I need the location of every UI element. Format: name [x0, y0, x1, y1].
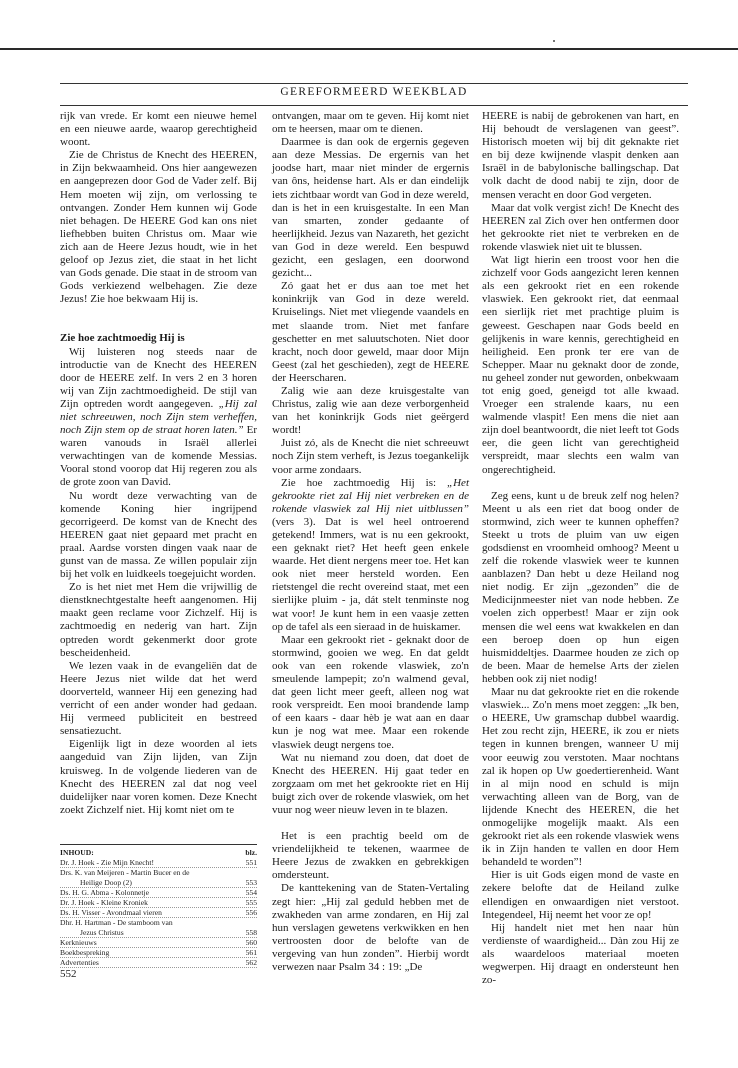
- paragraph: Hier is uit Gods eigen mond de vaste en zekere belofte dat de Heiland zulke ellendigen en onwaardigen niet verstoot. Integendeel, Hij neemt het voor ze op!: [482, 869, 679, 921]
- paragraph: ontvangen, maar om te geven. Hij komt niet om te heersen, maar om te dienen.: [272, 110, 469, 136]
- header-rule-bottom: [60, 105, 688, 106]
- column-3: [482, 110, 679, 987]
- paragraph: Juist zó, als de Knecht die niet schreeuwt noch Zijn stem verheft, is Jezus toegankelijk voor arme zondaars.: [272, 437, 469, 476]
- paragraph: Nu wordt deze verwachting van de komende Koning hier ingrijpend gecorrigeerd. De komst van de Knecht des HEEREN gaat niet gepaard met pracht en praal. Aardse vorsten dingen vaak naar de gunst van de massa. Ze willen populair zijn bij het volk en luidkeels toegejuicht worden.: [60, 489, 257, 581]
- header-rule-top: [60, 83, 688, 84]
- paragraph: Eigenlijk ligt in deze woorden al iets aangeduid van Zijn lijden, van Zijn kruisweg. In de volgende liederen van de Knecht des HEEREN zal dat nog veel duidelijker naar voren komen. Deze Knecht zoekt Zichzelf niet. Hij komt niet om te: [60, 738, 257, 816]
- paragraph: Zie hoe zachtmoedig Hij is: „Het gekrookte riet zal Hij niet verbreken en de rokende vlaswiek zal Hij niet uitblussen” (vers 3). Dat is wel heel ontroerend getekend! Immers, wat is nu een gekrookt, een geknakt riet? Het heeft geen enkele waarde. Het dient nergens meer toe. Het kan ook niet meer hersteld worden. Een rietstengel die recht overeind staat, met een sierlijke pluim - ja, dát stelt tenminste nog wat voor! Je kunt hem in een vaasje zetten op de tafel als een sieraad in de huiskamer.: [272, 476, 469, 633]
- toc-title: INHOUD:: [60, 848, 94, 857]
- toc-item: Kerknieuws 560: [60, 937, 257, 947]
- paragraph: Wij luisteren nog steeds naar de introductie van de Knecht des HEEREN door de HEERE zelf. In vers 2 en 3 horen wij van Zijn zachtmoedigheid. De stijl van Zijn optreden wordt aangegeven. „Hij zal niet schreeuwen, noch Zijn stem verheffen, noch Zijn stem op de straat horen laten.” Er waren vanouds in Israël allerlei verwachtingen van de komende Messias. Vooral stond voorop dat Hij regeren zou als de grote zoon van David.: [60, 345, 258, 489]
- column-2: [272, 110, 469, 974]
- scan-mark: [553, 40, 555, 42]
- running-head: GEREFORMEERD WEEKBLAD: [280, 86, 468, 98]
- paragraph: De kanttekening van de Staten-Vertaling zegt hier: „Hij zal geduld hebben met de zwakheden van arme zondaren, en Hij zal hun verslagen gewetens verkwikken en hen vertroosten door de belofte van de vergeving van hun zonden”. Hierbij wordt verwezen naar Psalm 34 : 19: „De: [272, 882, 469, 973]
- toc-page-label: blz.: [245, 848, 257, 857]
- toc-item: Ds. H. Visser - Avondmaal vieren 556: [60, 908, 257, 918]
- paragraph: Zó gaat het er dus aan toe met het koninkrijk van God in deze wereld. Kruiselings. Niet met vliegende vaandels en met slaande trom. Niet met fanfare geschetter en met saluutschoten. Niet door kracht, noch door geweld, maar door Mijn Geest (zal het geschieden), zegt de HEERE der Heerscharen.: [272, 280, 469, 384]
- paragraph: rijk van vrede. Er komt een nieuwe hemel en een nieuwe aarde, waarop gerechtigheid woont.: [60, 110, 257, 149]
- toc-item: Ds. H. G. Abma - Kolonnetje 554: [60, 887, 257, 897]
- paragraph: Het is een prachtig beeld om de vriendelijkheid te tekenen, waarmee de Heere Jezus de zwakken en gebrekkigen omdersteunt.: [272, 830, 469, 882]
- toc-item: Boekbespreking 561: [60, 948, 257, 958]
- paragraph: Zalig wie aan deze kruisgestalte van Christus, zalig wie aan deze verborgenheid van het koninkrijk Gods niet geërgerd wordt!: [272, 384, 469, 437]
- page-number: 552: [60, 968, 77, 980]
- table-of-contents: [60, 844, 257, 968]
- quotation: „Het gekrookte riet zal Hij niet verbreken en de rokende vlaswiek zal Hij niet uitblussen”: [272, 476, 469, 515]
- section-heading: Zie hoe zachtmoedig Hij is: [60, 332, 185, 345]
- toc-item: Dr. J. Hoek - Zie Mijn Knecht! 551: [60, 858, 257, 868]
- paragraph: We lezen vaak in de evangeliën dat de Heere Jezus niet wilde dat het werd doorverteld, wanneer Hij een genezing had verricht of een ander wonder had gedaan. Hij vermeed publiciteit en bestreed sensatiezucht.: [60, 659, 257, 738]
- paragraph: Zo is het niet met Hem die vrijwillig de dienstknechtgestalte heeft aangenomen. Hij maakt geen reclame voor Zichzelf. Hij is zachtmoedig en nederig van hart. Zijn optreden wordt gekenmerkt door grote bescheidenheid.: [60, 581, 257, 659]
- toc-item: Dhr. H. Hartman - De stamboom van: [60, 918, 173, 928]
- quotation: „Hij zal niet schreeuwen, noch Zijn stem verheffen, noch Zijn stem op de straat horen laten.”: [60, 397, 258, 437]
- paragraph: Wat ligt hierin een troost voor hen die zichzelf voor Gods aangezicht leren kennen als een gekrookt riet en een rokende vlaswiek. Een gekrookt riet, dat eenmaal een sierlijk riet met prachtige pluim is geweest. Geschapen naar Gods beeld en gelijkenis in ware kennis, gerechtigheid en heiligheid. Een pronk ter ere van de Schepper. Maar nu geknakt door de zonde, nu geheel zonder nut geworden, onbekwaam tot enig goed, geneigd tot alle kwaad. Vroeger een stralende kaars, nu een walmende vlaspit! Een mens die niet aan zijn doel beantwoordt, die niet leeft tot Gods eer, die geen licht van gerechtigheid verspreidt, maar slechts een walm van ongerechtigheid.: [482, 254, 679, 476]
- toc-item-continued: Heilige Doop (2) 553: [60, 878, 257, 888]
- paragraph: Hij handelt niet met hen naar hùn verdienste of waardigheid... Dàn zou Hij ze als waardeloos materiaal moeten wegwerpen. Hij draagt en ondersteunt hen zo-: [482, 921, 679, 987]
- paragraph: Zie de Christus de Knecht des HEEREN, in Zijn bekwaamheid. Ons hier aangewezen en aangeprezen door God de Vader zelf. Bij Hem moeten wij zijn, om verlossing te ontvangen. Zonder Hem kunnen wij Gode niet behagen. De HEERE God kan ons niet liefhebben buiten Christus om. Maar wie zich aan de Heere Jezus houdt, wie in het geloof op Jezus ziet, die staat in het licht van Gods genade. Die staat in de stroom van Gods verkiezend welbehagen. Zie deze Jezus! Zie hoe bekwaam Hij is.: [60, 149, 257, 306]
- paragraph: Zeg eens, kunt u de breuk zelf nog helen? Meent u als een riet dat boog onder de stormwind, zich weer te kunnen opheffen? Steekt u trots de pluim van uw eigen godsdienst en vroomheid omhoog? Meent u zelf die rokende vlaswiek weer te kunnen aanblazen? Dan hebt u deze Heiland nog niet nodig. Er zijn „gezonden” die de Medicijnmeester niet van node hebben. Ze voelen zich opperbest! Maar er zijn ook mensen die wel eens wat kwakkelen en dan een beroep doen op hun eigen huismiddeltjes. Daarmee houden ze zich op de been. Maar de hemelse Arts der zielen hebben ook zij niet nodig!: [482, 489, 679, 685]
- column-1: [60, 110, 257, 817]
- paragraph: HEERE is nabij de gebrokenen van hart, en Hij behoudt de verslagenen van geest”. Historisch moeten wij bij dit geknakte riet en bij deze kwijnende vlaspit denken aan Israël in de babylonische ballingschap. Dat volk dacht de dood nabij te zijn, door de mensen veracht en door God vergeten.: [482, 110, 679, 201]
- paragraph: Maar dat volk vergist zich! De Knecht des HEEREN zal Zich over hen ontfermen door het gekrookte riet niet te verbreken en de rokende vlaswiek niet uit te blussen.: [482, 201, 679, 253]
- top-rule: [0, 48, 738, 50]
- paragraph: Maar een gekrookt riet - geknakt door de stormwind, gooien we weg. En dat geldt ook van een rokende vlaswiek, zo'n smeulende lampepit; zo'n walmend geval, dat geen licht meer geeft, alleen nog wat rook verspreidt. Een mooi brandende lamp of een kaars - daar hèb je wat aan en daar kun je nog wat mee. Maar een rokende vlaswiek deugt nergens toe.: [272, 633, 469, 751]
- toc-header: [60, 845, 257, 857]
- paragraph: Wat nu niemand zou doen, dat doet de Knecht des HEEREN. Hij gaat teder en zorgzaam om met het gekrookte riet en Hij buigt zich over de rokende vlaswiek, om het vuur nog weer nieuw leven in te blazen.: [272, 751, 469, 816]
- toc-item: Dr. J. Hoek - Kleine Kroniek 555: [60, 898, 257, 908]
- toc-item-continued: Jezus Christus 558: [60, 928, 257, 938]
- paragraph: Daarmee is dan ook de ergernis gegeven aan deze Messias. De ergernis van het joodse hart, maar niet minder de ergernis van ôns, heidense hart. Als er dan eindelijk iets zichtbaar wordt van God in deze wereld, dan is het in een kruisgestalte. In een Man van smarten, zonder gedaante of heerlijkheid. Jezus van Nazareth, het gezicht van God in deze wereld. Een bespuwd gezicht, een geslagen, een doorwond gezicht...: [272, 136, 469, 280]
- toc-item: Advertenties 562: [60, 958, 257, 968]
- toc-item: Drs. K. van Meijeren - Martin Bucer en de: [60, 868, 190, 878]
- paragraph: Maar nu dat gekrookte riet en die rokende vlaswiek... Zo'n mens moet zeggen: „Ik ben, o HEERE, Uw gramschap dubbel waardig. Het zou recht zijn, HEERE, ik zou er niets tegen in kunnen brengen, wanneer U mij voor eeuwig zou verstoten. Maar nochtans zal ik hopen op Uw goedertierenheid. Want in al mijn nood en schuld is mijn verwachting alleen van de Borg, van de lijdende Knecht des HEEREN, die het onmogelijke mogelijk maakt. Als een gekrookt riet als een rokende vlaswiek wens ik in Zijn handen te vallen en door Hem behandeld te worden”!: [482, 686, 679, 869]
